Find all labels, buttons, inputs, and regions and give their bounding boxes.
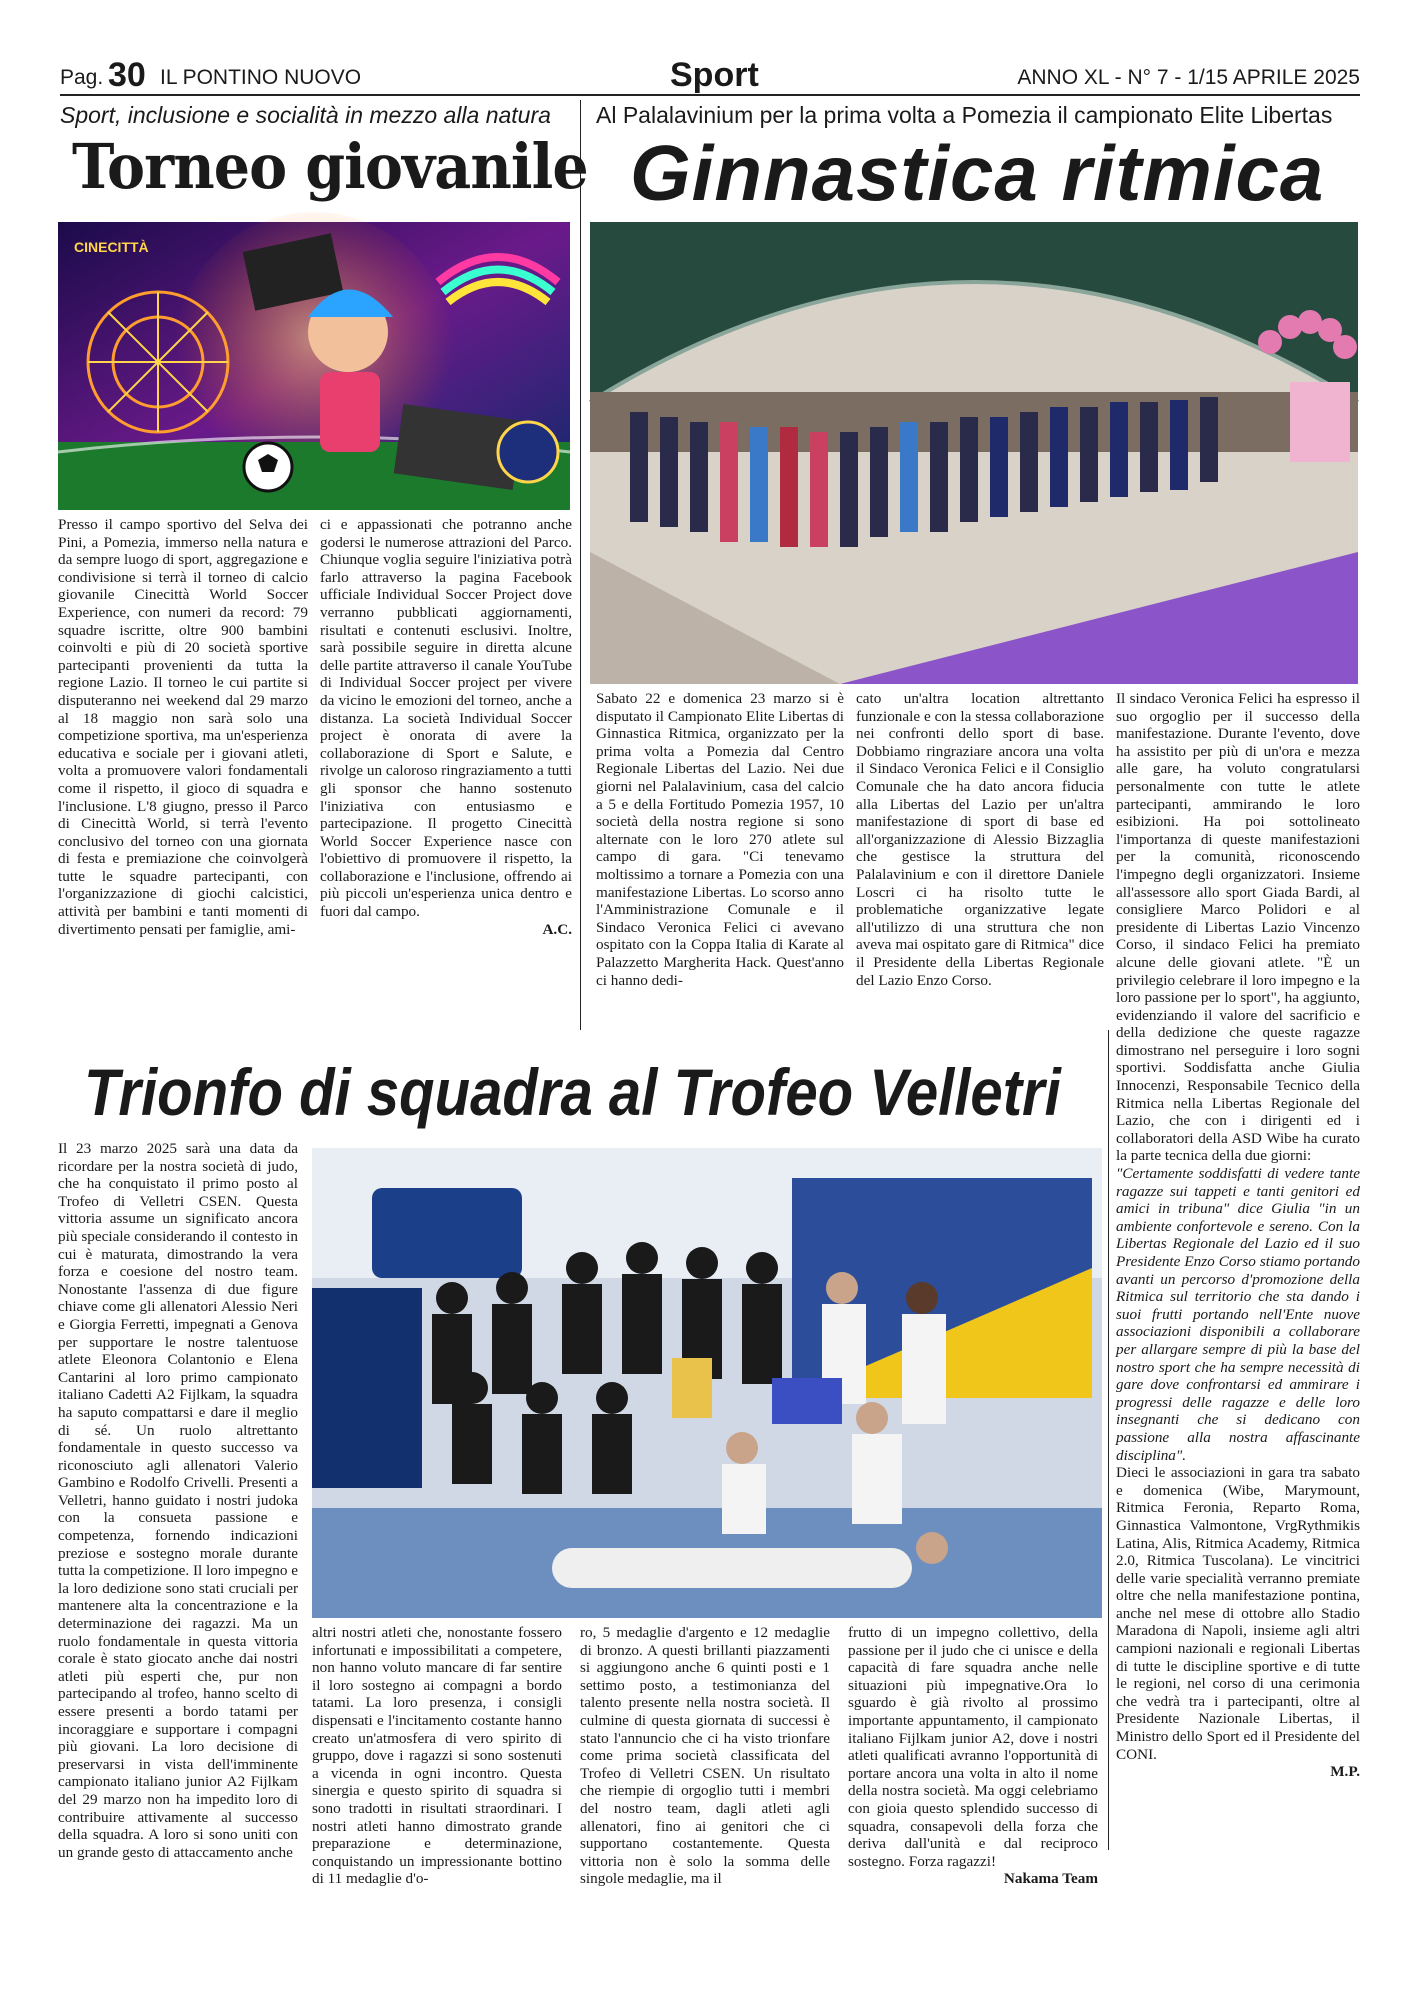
ritmica-column-1 bbox=[596, 690, 844, 1030]
ritmica-column-3 bbox=[1116, 690, 1360, 1850]
issue-info: ANNO XL - N° 7 - 1/15 APRILE 2025 bbox=[1017, 66, 1360, 89]
velletri-signature: Nakama Team bbox=[1003, 1870, 1098, 1888]
ritmica-quote: "Certamente soddisfatti di vedere tante ragazze sui tappeti e tanti genitori ed amici in tribuna" dice Giulia "in un ambiente confortevole e sereno. Con la Libertas Regionale del Lazio ed il suo Presidente Enzo Corso stiamo portando avanti un percorso d'promozione della Ritmica sul territorio che sta dando i suoi frutti portando nell'Ente nuove associazioni disponibili a collaborare per allargare sempre di più la base del nostro sport che ha sempre necessità di gare dove confrontarsi ed ammirare i progressi delle ragazze e delle loro insegnanti che si dedicano con passione alla nostra affascinante disciplina". bbox=[1116, 1165, 1360, 1464]
ritmica-text-3b: Dieci le associazioni in gara tra sabato e domenica (Wibe, Marymount, Ritmica Feronia, Reparto Roma, Ginnastica Valmontone, VrgRythmikis Latina, Alis, Ritmica Academy, Ritmica 2.0, Ritmica Tuscolana). Le vincitrici delle varie specialità verranno premiate oltre che nella manifestazione pontina, anche nel mese di ottobre allo Stadio Maradona di Napoli, insieme agli altri campioni nazionali e regionali Libertas di tutte le discipline sportive e di tutte le regioni, nel corso di una cerimonia che vedrà tra i partecipanti, oltre al Presidente Nazionale Libertas, il Ministro dello Sport ed il Presidente del CONI. bbox=[1116, 1464, 1360, 1763]
torneo-text-2: ci e appassionati che potranno anche godersi le numerose attrazioni del Parco. Chiunque voglia seguire l'iniziativa potrà farlo attraverso la pagina Facebook ufficiale Individual Soccer Project dove verranno pubblicati aggiornamenti, risultati e contenuti esclusivi. Inoltre, sarà possibile seguire in diretta alcune delle partite attraverso il canale YouTube di Individual Soccer project per vivere da vicino le emozioni del torneo, anche a distanza. La società Individual Soccer project è onorata di avere la collaborazione di Sport e Salute, e rivolge un caloroso ringraziamento a tutti gli sponsor che hanno sostenuto l'iniziativa con entusiasmo e partecipazione. Il progetto Cinecittà World Soccer Experience nasce con l'obiettivo di promuovere il rispetto, la collaborazione e l'inclusione, offrendo ai più piccoli un'esperienza unica dentro e fuori dal campo. bbox=[320, 516, 572, 921]
ritmica-column-2 bbox=[856, 690, 1104, 1030]
column-divider bbox=[580, 100, 581, 1030]
torneo-signature: A.C. bbox=[542, 920, 572, 938]
ritmica-text-3a: Il sindaco Veronica Felici ha espresso il suo orgoglio per il successo della manifestazione. Durante l'evento, dove ha assistito per più di un'ora e mezza alle gare, ha voluto congratularsi personalmente con tutte le atlete partecipanti, ammirando le loro esibizioni. Ha poi sottolineato l'importanza di queste manifestazioni per la comunità, riconoscendo l'impegno degli organizzatori. Insieme all'assessore allo sport Giada Bardi, al consigliere Marco Polidori e al presidente di Libertas Lazio Vincenzo Corso, il sindaco Felici ha premiato alcune delle giovani atlete. "È un privilegio celebrare il loro impegno e la loro passione per lo sport", ha aggiunto, evidenziando il valore del sacrificio e della dedizione che queste ragazze dimostrano nel perseguire i loro sogni sportivi. Soddisfatta anche Giulia Innocenzi, Responsabile Tecnico della Ritmica nella Libertas Regionale del Lazio, che con i dirigenti ed i collaboratori della ASD Wibe ha curato la parte tecnica della due giorni: bbox=[1116, 690, 1360, 1165]
column-divider-lower bbox=[1108, 1030, 1109, 1850]
velletri-column-2 bbox=[312, 1624, 562, 1888]
velletri-column-4 bbox=[848, 1624, 1098, 1888]
svg-text:CINECITTÀ: CINECITTÀ bbox=[74, 239, 149, 255]
newspaper-name: IL PONTINO NUOVO bbox=[160, 66, 362, 89]
ritmica-kicker: Al Palalavinium per la prima volta a Pomezia il campionato Elite Libertas bbox=[596, 102, 1333, 128]
velletri-text-2: altri nostri atleti che, nonostante fossero infortunati e impossibilitati a competere, non hanno voluto mancare di far sentire il loro sostegno ai compagni a bordo tatami. La loro presenza, i consigli dispensati e l'incitamento costante hanno creato un'atmosfera di vero spirito di gruppo, dove i ragazzi si sono sostenuti a vicenda in ogni incontro. Questa sinergia e questo spirito di squadra si sono tradotti in risultati straordinari. I nostri atleti hanno dimostrato grande preparazione e determinazione, conquistando un impressionante bottino di 11 medaglie d'o- bbox=[312, 1624, 562, 1888]
section-title: Sport bbox=[670, 56, 759, 94]
ritmica-text-1: Sabato 22 e domenica 23 marzo si è disputato il Campionato Elite Libertas di Ginnastica Ritmica, organizzato per la prima volta a Pomezia dal Centro Regionale Libertas del Lazio. Nei due giorni nel Palalavinium, casa del calcio a 5 e della Fortitudo Pomezia 1957, 10 società della nostra regione si sono alternate con le loro 270 atlete sul campo di gara. "Ci tenevamo moltissimo a tornare a Pomezia con una manifestazione Libertas. Lo scorso anno l'Amministrazione Comunale e il Sindaco Veronica Felici ci avevano ospitato con la Coppa Italia di Karate al Palazzetto Margherita Hack. Quest'anno ci hanno dedi- bbox=[596, 690, 844, 989]
page-number: 30 bbox=[108, 56, 146, 94]
torneo-column-2 bbox=[320, 516, 572, 1026]
header-rule bbox=[60, 94, 1360, 96]
velletri-text-1: Il 23 marzo 2025 sarà una data da ricordare per la nostra società di judo, che ha conquistato il primo posto al Trofeo di Velletri CSEN. Questa vittoria assume un significato ancora più speciale considerando il contesto in cui è maturata, dimostrando la vera forza e coesione del nostro team. Nonostante l'assenza di due figure chiave come gli allenatori Alessio Neri e Giorgia Ferretti, impegnati a Genova per supportare le nostre talentuose atlete Eleonora Colantonio e Elena Cantarini al loro primo campionato italiano Cadetti A2 Fijlkam, la squadra ha saputo compattarsi e dare il meglio di sé. Un ruolo altrettanto fondamentale in questo successo va riconosciuto agli allenatori Valerio Gambino e Rodolfo Crivelli. Presenti a Velletri, hanno guidato i nostri judoka con la consueta passione e competenza, fornendo indicazioni preziose e sostegno morale durante tutta la competizione. Il loro impegno e la loro dedizione sono stati cruciali per mantenere alta la concentrazione e la determinazione dei ragazzi. Ma un ruolo fondamentale in questa vittoria corale è stato giocato anche dai nostri atleti più esperti che, pur non partecipando al trofeo, hanno scelto di essere presenti a bordo tatami per incoraggiare e supportare i compagni più giovani. La loro decisione di preservarsi in vista dell'imminente campionato italiano junior A2 Fijlkam del 29 marzo non ha impedito loro di contribuire attivamente al successo della squadra. A loro si sono uniti con un grande gesto di attaccamento anche bbox=[58, 1140, 298, 1861]
ritmica-image bbox=[590, 222, 1358, 684]
torneo-title: Torneo giovanile bbox=[72, 130, 588, 203]
torneo-image bbox=[58, 222, 570, 510]
velletri-text-3: ro, 5 medaglie d'argento e 12 medaglie di bronzo. A questi brillanti piazzamenti si aggiungono anche 6 quinti posti e 1 settimo posto, a testimonianza del talento presente nella nostra società. Il culmine di questa giornata di successi è stato l'annuncio che ci ha visto trionfare come prima società classificata del Trofeo di Velletri CSEN. Un risultato che riempie di orgoglio tutti i membri del nostro team, dagli atleti agli allenatori, fino ai genitori che ci supportano costantemente. Questa vittoria non è solo la somma delle singole medaglie, ma il bbox=[580, 1624, 830, 1888]
torneo-text-1: Presso il campo sportivo del Selva dei Pini, a Pomezia, immerso nella natura e da sempre luogo di sport, aggregazione e condivisione si terrà il torneo di calcio giovanile Cinecittà World Soccer Experience, con numeri da record: 79 squadre iscritte, oltre 900 bambini coinvolti e più di 20 società sportive partecipanti provenienti da tutta la regione Lazio. Il torneo le cui partite si disputeranno nei weekend dal 29 marzo al 18 maggio non sarà solo una competizione sportiva, ma un'esperienza educativa e sociale per i giovani atleti, volta a promuovere valori fondamentali come il rispetto, il gioco di squadra e l'inclusione. L'8 giugno, presso il Parco di Cinecittà World, si terrà l'evento conclusivo del torneo con una giornata di festa e premiazione che coinvolgerà tutte le squadre partecipanti, con l'organizzazione di giochi calcistici, attività per bambini e tanti momenti di divertimento pensati per famiglie, ami- bbox=[58, 516, 308, 938]
velletri-column-1 bbox=[58, 1140, 298, 1861]
page-header bbox=[60, 56, 1360, 94]
velletri-column-3 bbox=[580, 1624, 830, 1888]
ritmica-title: Ginnastica ritmica bbox=[630, 129, 1325, 217]
velletri-text-4: frutto di un impegno collettivo, della passione per il judo che ci unisce e della capacità di fare squadra anche nelle situazioni più impegnative.Ora lo sguardo è già rivolto al prossimo importante appuntamento, il campionato italiano Fijlkam junior A2, dove i nostri atleti qualificati avranno l'opportunità di portare ancora una volta in alto il nome della nostra società. Ma oggi celebriamo con gioia questo splendido successo di squadra, consapevoli della forza che deriva dall'unità e dal reciproco sostegno. Forza ragazzi! bbox=[848, 1624, 1098, 1870]
torneo-kicker: Sport, inclusione e socialità in mezzo alla natura bbox=[60, 102, 551, 128]
page-label: Pag. bbox=[60, 66, 104, 89]
ritmica-signature: M.P. bbox=[1330, 1763, 1360, 1781]
velletri-title: Trionfo di squadra al Trofeo Velletri bbox=[84, 1055, 1061, 1129]
velletri-image bbox=[312, 1148, 1102, 1618]
ritmica-text-2: cato un'altra location altrettanto funzionale e con la stessa collaborazione nei confronti dello sport di base. Dobbiamo ringraziare ancora una volta il Sindaco Veronica Felici e il Consiglio Comunale che ha dato ancora fiducia alla Libertas del Lazio per un'altra manifestazione di sport di base ed all'organizzazione di Alessio Bizzaglia che gestisce la struttura del Palalavinium e con il direttore Daniele Loscri ci ha risolto tutte le problematiche organizzative legate all'utilizzo di una struttura che non aveva mai ospitato gare di Ritmica" dice il Presidente della Libertas Regionale del Lazio Enzo Corso. bbox=[856, 690, 1104, 989]
torneo-column-1 bbox=[58, 516, 308, 1026]
